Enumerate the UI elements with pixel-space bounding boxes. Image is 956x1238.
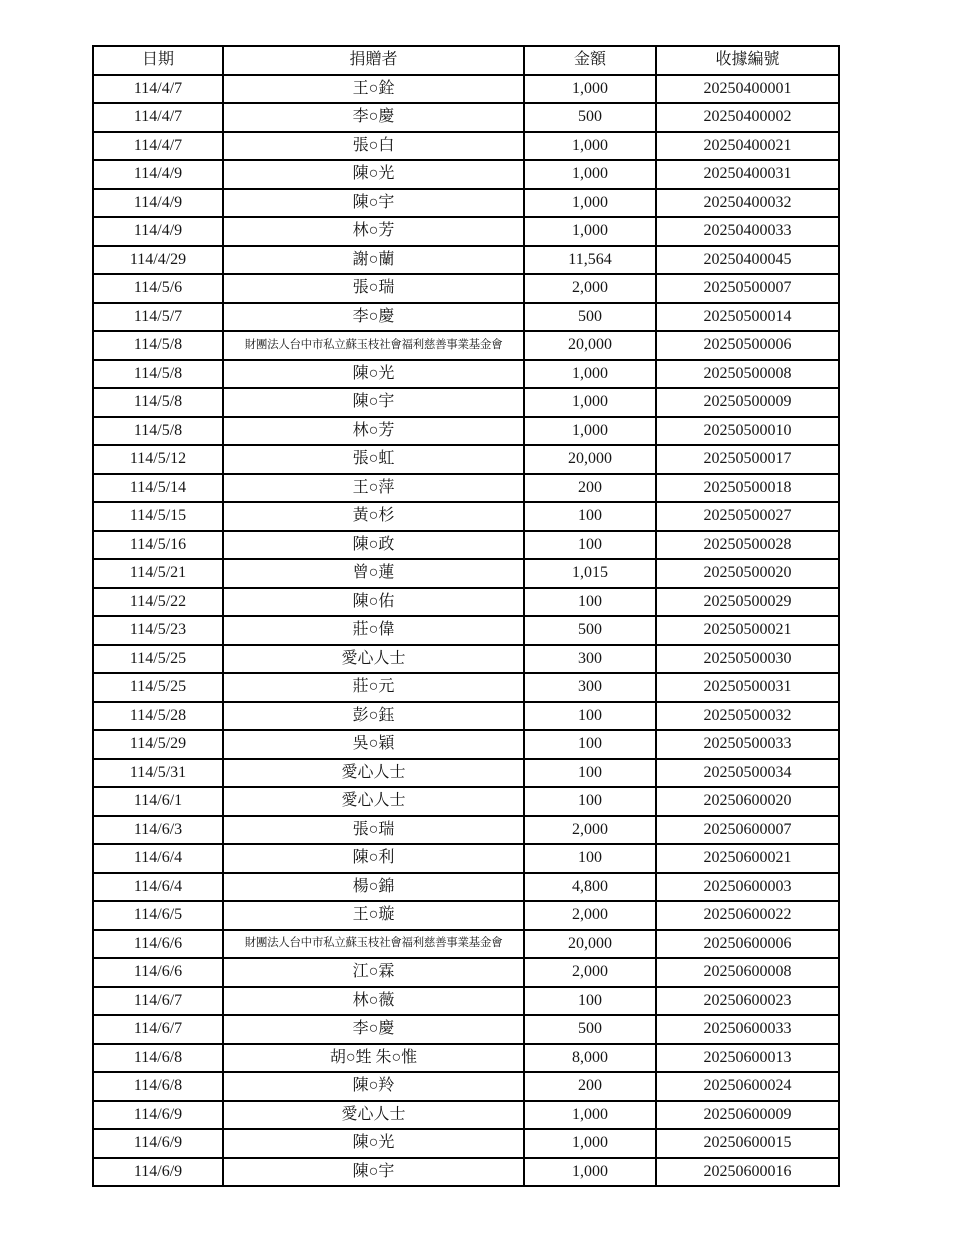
date-cell: 114/5/8 <box>93 388 223 417</box>
amount-cell: 2,000 <box>524 958 656 987</box>
date-cell: 114/5/31 <box>93 759 223 788</box>
table-row <box>93 132 839 161</box>
amount-cell: 2,000 <box>524 274 656 303</box>
date-cell: 114/6/3 <box>93 816 223 845</box>
donor-cell: 李○慶 <box>223 303 524 332</box>
donation-table <box>92 45 840 1187</box>
donor-cell: 陳○佑 <box>223 588 524 617</box>
table-row <box>93 388 839 417</box>
date-cell: 114/6/9 <box>93 1129 223 1158</box>
column-header-donor: 捐贈者 <box>223 46 524 75</box>
amount-cell: 1,000 <box>524 217 656 246</box>
receipt-cell: 20250600007 <box>656 816 839 845</box>
table-row <box>93 901 839 930</box>
amount-cell: 100 <box>524 588 656 617</box>
receipt-cell: 20250600013 <box>656 1044 839 1073</box>
receipt-cell: 20250500020 <box>656 559 839 588</box>
date-cell: 114/4/29 <box>93 246 223 275</box>
amount-cell: 500 <box>524 103 656 132</box>
table-row <box>93 189 839 218</box>
amount-cell: 100 <box>524 531 656 560</box>
donor-cell: 陳○光 <box>223 1129 524 1158</box>
date-cell: 114/6/4 <box>93 844 223 873</box>
donor-cell: 財團法人台中市私立蘇玉枝社會福利慈善事業基金會 <box>223 930 524 959</box>
donor-cell: 王○萍 <box>223 474 524 503</box>
date-cell: 114/6/7 <box>93 1015 223 1044</box>
receipt-cell: 20250400031 <box>656 160 839 189</box>
table-row <box>93 474 839 503</box>
receipt-cell: 20250500028 <box>656 531 839 560</box>
receipt-cell: 20250500030 <box>656 645 839 674</box>
table-row <box>93 1158 839 1187</box>
table-row <box>93 673 839 702</box>
amount-cell: 1,015 <box>524 559 656 588</box>
date-cell: 114/5/15 <box>93 502 223 531</box>
receipt-cell: 20250400032 <box>656 189 839 218</box>
amount-cell: 2,000 <box>524 816 656 845</box>
table-row <box>93 730 839 759</box>
amount-cell: 1,000 <box>524 1129 656 1158</box>
date-cell: 114/5/14 <box>93 474 223 503</box>
date-cell: 114/5/12 <box>93 445 223 474</box>
donor-cell: 吳○穎 <box>223 730 524 759</box>
receipt-cell: 20250500014 <box>656 303 839 332</box>
receipt-cell: 20250600006 <box>656 930 839 959</box>
table-row <box>93 702 839 731</box>
receipt-cell: 20250600024 <box>656 1072 839 1101</box>
receipt-cell: 20250600023 <box>656 987 839 1016</box>
donor-cell: 愛心人士 <box>223 759 524 788</box>
amount-cell: 200 <box>524 1072 656 1101</box>
amount-cell: 1,000 <box>524 160 656 189</box>
receipt-cell: 20250600020 <box>656 787 839 816</box>
receipt-cell: 20250600003 <box>656 873 839 902</box>
amount-cell: 1,000 <box>524 417 656 446</box>
date-cell: 114/6/5 <box>93 901 223 930</box>
amount-cell: 100 <box>524 844 656 873</box>
donor-cell: 李○慶 <box>223 103 524 132</box>
amount-cell: 2,000 <box>524 901 656 930</box>
donor-cell: 張○白 <box>223 132 524 161</box>
donor-cell: 陳○宇 <box>223 189 524 218</box>
amount-cell: 200 <box>524 474 656 503</box>
table-row <box>93 844 839 873</box>
amount-cell: 100 <box>524 759 656 788</box>
date-cell: 114/5/8 <box>93 360 223 389</box>
receipt-cell: 20250600008 <box>656 958 839 987</box>
receipt-cell: 20250500021 <box>656 616 839 645</box>
table-row <box>93 987 839 1016</box>
donor-cell: 張○瑞 <box>223 816 524 845</box>
table-row <box>93 930 839 959</box>
receipt-cell: 20250500018 <box>656 474 839 503</box>
column-header-amount: 金額 <box>524 46 656 75</box>
donor-cell: 胡○甡 朱○惟 <box>223 1044 524 1073</box>
donation-table-body <box>93 75 839 1187</box>
date-cell: 114/5/25 <box>93 673 223 702</box>
amount-cell: 20,000 <box>524 331 656 360</box>
receipt-cell: 20250600021 <box>656 844 839 873</box>
date-cell: 114/6/1 <box>93 787 223 816</box>
donor-cell: 陳○宇 <box>223 1158 524 1187</box>
table-row <box>93 616 839 645</box>
table-row <box>93 531 839 560</box>
receipt-cell: 20250500008 <box>656 360 839 389</box>
date-cell: 114/6/9 <box>93 1101 223 1130</box>
donor-cell: 陳○光 <box>223 360 524 389</box>
receipt-cell: 20250500032 <box>656 702 839 731</box>
donor-cell: 陳○政 <box>223 531 524 560</box>
table-row <box>93 75 839 104</box>
amount-cell: 500 <box>524 303 656 332</box>
table-row <box>93 1129 839 1158</box>
amount-cell: 1,000 <box>524 132 656 161</box>
receipt-cell: 20250500010 <box>656 417 839 446</box>
table-row <box>93 559 839 588</box>
table-row <box>93 588 839 617</box>
table-row <box>93 1044 839 1073</box>
donor-cell: 王○銓 <box>223 75 524 104</box>
donor-cell: 黃○杉 <box>223 502 524 531</box>
table-row <box>93 360 839 389</box>
amount-cell: 100 <box>524 730 656 759</box>
table-row <box>93 417 839 446</box>
donor-cell: 愛心人士 <box>223 787 524 816</box>
receipt-cell: 20250500031 <box>656 673 839 702</box>
table-row <box>93 873 839 902</box>
donor-cell: 李○慶 <box>223 1015 524 1044</box>
donor-cell: 愛心人士 <box>223 645 524 674</box>
receipt-cell: 20250400021 <box>656 132 839 161</box>
donor-cell: 陳○利 <box>223 844 524 873</box>
donor-cell: 楊○錦 <box>223 873 524 902</box>
table-row <box>93 1015 839 1044</box>
date-cell: 114/6/6 <box>93 930 223 959</box>
amount-cell: 100 <box>524 787 656 816</box>
date-cell: 114/6/7 <box>93 987 223 1016</box>
table-row <box>93 502 839 531</box>
receipt-cell: 20250400002 <box>656 103 839 132</box>
donor-cell: 彭○鈺 <box>223 702 524 731</box>
date-cell: 114/5/28 <box>93 702 223 731</box>
receipt-cell: 20250400045 <box>656 246 839 275</box>
amount-cell: 8,000 <box>524 1044 656 1073</box>
date-cell: 114/4/7 <box>93 103 223 132</box>
donor-cell: 張○瑞 <box>223 274 524 303</box>
table-row <box>93 787 839 816</box>
amount-cell: 100 <box>524 502 656 531</box>
receipt-cell: 20250600016 <box>656 1158 839 1187</box>
donor-cell: 張○虹 <box>223 445 524 474</box>
date-cell: 114/5/21 <box>93 559 223 588</box>
receipt-cell: 20250500029 <box>656 588 839 617</box>
receipt-cell: 20250400001 <box>656 75 839 104</box>
table-row <box>93 816 839 845</box>
amount-cell: 300 <box>524 645 656 674</box>
receipt-cell: 20250400033 <box>656 217 839 246</box>
donor-cell: 陳○光 <box>223 160 524 189</box>
amount-cell: 1,000 <box>524 388 656 417</box>
table-row <box>93 1101 839 1130</box>
receipt-cell: 20250500017 <box>656 445 839 474</box>
donor-cell: 莊○偉 <box>223 616 524 645</box>
receipt-cell: 20250500034 <box>656 759 839 788</box>
table-row <box>93 958 839 987</box>
receipt-cell: 20250500009 <box>656 388 839 417</box>
receipt-cell: 20250600033 <box>656 1015 839 1044</box>
amount-cell: 100 <box>524 987 656 1016</box>
table-row <box>93 274 839 303</box>
table-row <box>93 103 839 132</box>
donor-cell: 林○芳 <box>223 417 524 446</box>
date-cell: 114/5/6 <box>93 274 223 303</box>
table-row <box>93 331 839 360</box>
header-row <box>93 46 839 75</box>
receipt-cell: 20250600015 <box>656 1129 839 1158</box>
date-cell: 114/4/7 <box>93 75 223 104</box>
table-row <box>93 1072 839 1101</box>
date-cell: 114/4/9 <box>93 217 223 246</box>
receipt-cell: 20250500006 <box>656 331 839 360</box>
receipt-cell: 20250500007 <box>656 274 839 303</box>
receipt-cell: 20250500033 <box>656 730 839 759</box>
table-row <box>93 246 839 275</box>
column-header-date: 日期 <box>93 46 223 75</box>
amount-cell: 1,000 <box>524 189 656 218</box>
date-cell: 114/6/4 <box>93 873 223 902</box>
date-cell: 114/5/29 <box>93 730 223 759</box>
donor-cell: 曾○蓮 <box>223 559 524 588</box>
date-cell: 114/5/22 <box>93 588 223 617</box>
table-row <box>93 303 839 332</box>
date-cell: 114/5/8 <box>93 417 223 446</box>
date-cell: 114/6/8 <box>93 1072 223 1101</box>
receipt-cell: 20250600009 <box>656 1101 839 1130</box>
date-cell: 114/6/6 <box>93 958 223 987</box>
amount-cell: 500 <box>524 1015 656 1044</box>
date-cell: 114/5/16 <box>93 531 223 560</box>
donor-cell: 陳○羚 <box>223 1072 524 1101</box>
date-cell: 114/5/8 <box>93 331 223 360</box>
amount-cell: 100 <box>524 702 656 731</box>
table-row <box>93 445 839 474</box>
date-cell: 114/5/7 <box>93 303 223 332</box>
amount-cell: 300 <box>524 673 656 702</box>
amount-cell: 4,800 <box>524 873 656 902</box>
donor-cell: 林○薇 <box>223 987 524 1016</box>
donor-cell: 林○芳 <box>223 217 524 246</box>
amount-cell: 20,000 <box>524 445 656 474</box>
donor-cell: 莊○元 <box>223 673 524 702</box>
date-cell: 114/4/7 <box>93 132 223 161</box>
amount-cell: 500 <box>524 616 656 645</box>
amount-cell: 1,000 <box>524 1101 656 1130</box>
donor-cell: 陳○宇 <box>223 388 524 417</box>
donor-cell: 江○霖 <box>223 958 524 987</box>
donor-cell: 王○璇 <box>223 901 524 930</box>
table-row <box>93 160 839 189</box>
column-header-receipt: 收據編號 <box>656 46 839 75</box>
amount-cell: 11,564 <box>524 246 656 275</box>
donor-cell: 財團法人台中市私立蘇玉枝社會福利慈善事業基金會 <box>223 331 524 360</box>
date-cell: 114/4/9 <box>93 189 223 218</box>
date-cell: 114/6/8 <box>93 1044 223 1073</box>
amount-cell: 1,000 <box>524 75 656 104</box>
amount-cell: 20,000 <box>524 930 656 959</box>
donor-cell: 謝○蘭 <box>223 246 524 275</box>
receipt-cell: 20250500027 <box>656 502 839 531</box>
date-cell: 114/5/25 <box>93 645 223 674</box>
amount-cell: 1,000 <box>524 1158 656 1187</box>
donor-cell: 愛心人士 <box>223 1101 524 1130</box>
donation-table-header <box>93 46 839 75</box>
table-row <box>93 759 839 788</box>
date-cell: 114/5/23 <box>93 616 223 645</box>
amount-cell: 1,000 <box>524 360 656 389</box>
receipt-cell: 20250600022 <box>656 901 839 930</box>
date-cell: 114/6/9 <box>93 1158 223 1187</box>
date-cell: 114/4/9 <box>93 160 223 189</box>
table-row <box>93 645 839 674</box>
table-row <box>93 217 839 246</box>
